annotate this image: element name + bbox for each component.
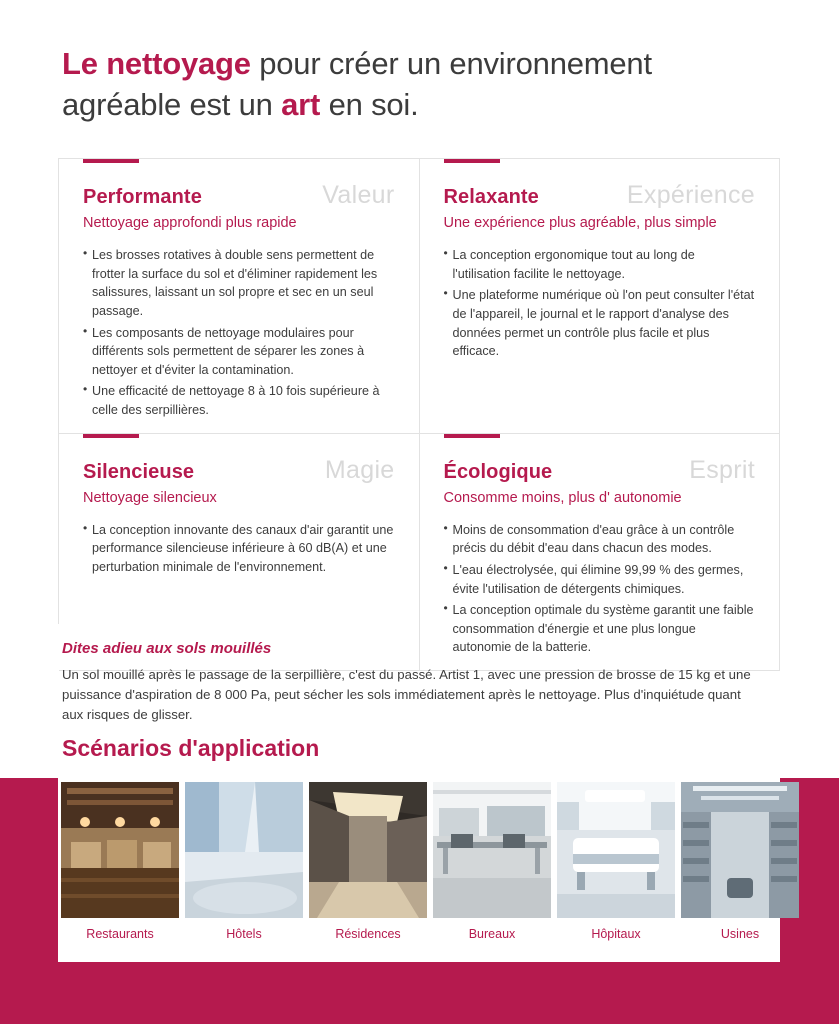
feature-bullets (444, 246, 756, 361)
list-item: • Les composants de nettoyage modulaires pour différents sols permettent de séparer les zones à nettoyer et d'éviter la contamination. (83, 324, 395, 380)
feature-header (83, 456, 395, 485)
feature-title: Relaxante (443, 186, 539, 208)
feature-title: Performante (83, 186, 202, 208)
list-item: • Une plateforme numérique où l'on peut consulter l'état de l'appareil, le journal et le rapport d'analyse des données permet un contrôle plus facile et plus efficace. (444, 286, 756, 361)
list-item: • La conception innovante des canaux d'air garantit une performance silencieuse inférieure à 60 dB(A) et une perturbation minimale de l'environnement. (83, 521, 395, 577)
feature-subtitle: Une expérience plus agréable, plus simple (443, 215, 717, 231)
hospital-photo (557, 782, 675, 918)
page-title (62, 44, 778, 126)
scenario-item-residences[interactable] (309, 782, 427, 941)
scenario-label: Résidences (335, 927, 401, 941)
feature-subtitle: Nettoyage silencieux (83, 489, 217, 506)
accent-bar-icon (83, 159, 139, 163)
scenario-label: Hôpitaux (591, 927, 641, 941)
scenario-item-hopitaux[interactable] (557, 782, 675, 941)
scenario-thumbnail-list (58, 782, 780, 941)
feature-ghost-word: Magie (324, 455, 395, 484)
section-subtitle: Dites adieu aux sols mouillés (62, 640, 272, 657)
residence-photo (309, 782, 427, 918)
list-item: • L'eau électrolysée, qui élimine 99,99 % des germes, évite l'utilisation de détergents chimiques. (444, 561, 756, 598)
feature-title: Silencieuse (83, 460, 195, 483)
feature-header (83, 181, 395, 210)
feature-ghost-word: Expérience (626, 181, 755, 209)
scenario-label: Restaurants (86, 927, 154, 941)
scenario-label: Hôtels (226, 927, 262, 941)
feature-header (444, 456, 756, 485)
scenario-item-hotels[interactable] (185, 782, 303, 941)
feature-card-performante (59, 159, 420, 434)
list-item: • La conception optimale du système garantit une faible consommation d'énergie et une plus longue autonomie de la batterie. (444, 601, 756, 657)
scenarios-title: Scénarios d'application (62, 735, 320, 761)
feature-bullets (83, 521, 395, 577)
feature-title: Écologique (443, 460, 553, 483)
scenario-item-bureaux[interactable] (433, 782, 551, 941)
list-item: • Une efficacité de nettoyage 8 à 10 fois supérieure à celle des serpillières. (83, 382, 395, 419)
feature-ghost-word: Esprit (689, 455, 755, 484)
wet-floor-section (62, 640, 762, 724)
headline-mid-1: pour créer un environnement agréable est un (62, 46, 652, 122)
feature-card-relaxante (420, 159, 781, 434)
scenario-item-restaurants[interactable] (61, 782, 179, 941)
feature-card-ecologique (420, 434, 781, 671)
scenarios-panel (58, 778, 780, 962)
accent-bar-icon (444, 434, 500, 438)
scenario-item-usines[interactable] (681, 782, 799, 941)
list-item: • La conception ergonomique tout au long de l'utilisation facilite le nettoyage. (444, 246, 756, 283)
feature-subtitle: Nettoyage approfondi plus rapide (83, 215, 297, 231)
section-body: Un sol mouillé après le passage de la serpillière, c'est du passé. Artist 1, avec une pression de brosse de 15 kg et une puissance d'aspiration de 8 000 Pa, peut sécher les sols immédiatement après le nettoyage. Plus d'inquiétude quant aux risques de glisser. (62, 667, 751, 722)
restaurant-photo (61, 782, 179, 918)
hotel-photo (185, 782, 303, 918)
headline-accent-1: Le nettoyage (62, 46, 251, 81)
factory-photo (681, 782, 799, 918)
feature-subtitle: Consomme moins, plus d' autonomie (443, 489, 682, 506)
accent-bar-icon (444, 159, 500, 163)
feature-bullets (444, 521, 756, 657)
list-item: • Moins de consommation d'eau grâce à un contrôle précis du débit d'eau dans chacun des modes. (444, 521, 756, 558)
list-item: • Les brosses rotatives à double sens permettent de frotter la surface du sol et d'éliminer rapidement les salissures, laissant un sol propre et sec en un seul passage. (83, 246, 395, 321)
feature-header (444, 181, 756, 210)
feature-card-silencieuse (59, 434, 420, 671)
accent-bar-icon (83, 434, 139, 438)
feature-bullets (83, 246, 395, 420)
office-photo (433, 782, 551, 918)
headline-mid-2: en soi. (320, 86, 419, 122)
scenario-label: Usines (720, 927, 760, 941)
feature-ghost-word: Valeur (322, 181, 395, 209)
headline-accent-2: art (281, 86, 321, 122)
scenario-label: Bureaux (468, 927, 516, 941)
